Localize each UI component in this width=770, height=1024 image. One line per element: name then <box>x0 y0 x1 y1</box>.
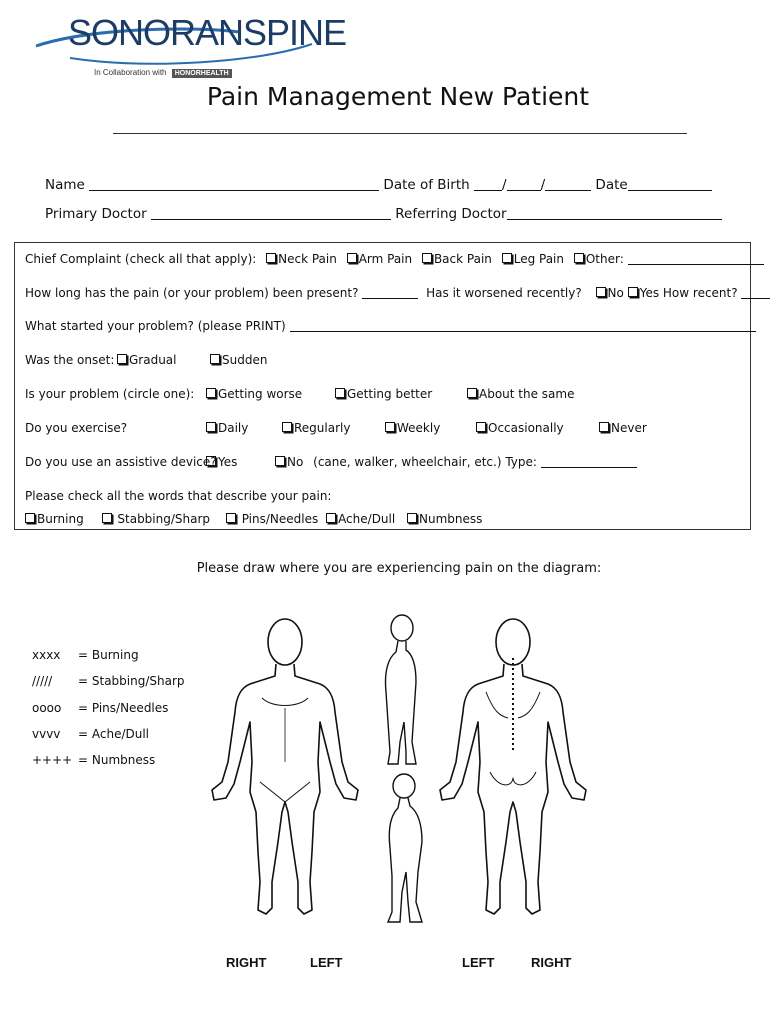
legend-row-numbness <box>32 753 155 767</box>
checkbox-worsened-no[interactable] <box>596 287 606 297</box>
option-sudden: Sudden <box>222 353 268 367</box>
referring-doctor-field[interactable] <box>507 208 722 220</box>
problem-same <box>467 387 574 401</box>
onset-row <box>25 353 114 367</box>
doctor-row <box>45 206 722 222</box>
side-body-diagram-upper[interactable] <box>372 612 432 772</box>
back-right-label: RIGHT <box>531 955 572 970</box>
pain-words-label: Please check all the words that describe your pain: <box>25 489 332 503</box>
start-field[interactable] <box>290 320 756 332</box>
duration-label: How long has the pain (or your problem) been present? <box>25 286 359 300</box>
legend-meaning: = Stabbing/Sharp <box>78 674 185 688</box>
chief-complaint-label: Chief Complaint (check all that apply): <box>25 252 257 266</box>
checkbox-getting-better[interactable] <box>335 388 345 398</box>
problem-label: Is your problem (circle one): <box>25 387 195 401</box>
exercise-never <box>599 421 647 435</box>
checkbox-daily[interactable] <box>206 422 216 432</box>
title-divider <box>113 133 687 134</box>
option-assistive-no: No <box>287 455 304 469</box>
onset-gradual <box>117 353 177 367</box>
onset-label: Was the onset: <box>25 353 115 367</box>
legend-symbol: ++++ <box>32 753 73 767</box>
checkbox-sudden[interactable] <box>210 354 220 364</box>
legend-row-ache <box>32 727 149 741</box>
option-worsened-no: No <box>607 286 624 300</box>
legend-meaning: = Pins/Needles <box>78 701 169 715</box>
date-label: Date <box>595 177 628 193</box>
checkbox-numbness[interactable] <box>407 513 417 523</box>
assistive-yes <box>206 455 237 469</box>
name-dob-date-row: Name Date of Birth / / Date <box>45 177 712 193</box>
checkbox-assistive-no[interactable] <box>275 456 285 466</box>
exercise-label: Do you exercise? <box>25 421 128 435</box>
dob-label: Date of Birth <box>383 177 470 193</box>
option-assistive-yes: Yes <box>218 455 238 469</box>
back-body-diagram[interactable] <box>428 612 598 932</box>
primary-doctor-label: Primary Doctor <box>45 206 147 222</box>
checkbox-getting-worse[interactable] <box>206 388 216 398</box>
checkbox-stabbing[interactable] <box>102 513 112 523</box>
legend-meaning: = Ache/Dull <box>78 727 150 741</box>
worsened-label: Has it worsened recently? <box>426 286 582 300</box>
honorhealth-badge: HONORHEALTH <box>172 69 232 78</box>
logo-text: SONORANSPINE <box>68 12 347 53</box>
option-getting-worse: Getting worse <box>218 387 303 401</box>
option-occasionally: Occasionally <box>488 421 564 435</box>
assistive-note: (cane, walker, wheelchair, etc.) Type: <box>313 455 537 469</box>
legend-row-stabbing <box>32 674 185 688</box>
checkbox-leg-pain[interactable] <box>502 253 512 263</box>
checkbox-gradual[interactable] <box>117 354 127 364</box>
checkbox-ache[interactable] <box>326 513 336 523</box>
name-label: Name <box>45 177 85 193</box>
option-other: Other: <box>585 252 624 266</box>
checkbox-arm-pain[interactable] <box>347 253 357 263</box>
exercise-daily <box>206 421 248 435</box>
legend-symbol: ///// <box>32 674 53 688</box>
option-leg-pain: Leg Pain <box>513 252 564 266</box>
option-pins: Pins/Needles <box>241 512 319 526</box>
other-complaint-field[interactable] <box>628 253 764 265</box>
option-worsened-yes: Yes <box>639 286 660 300</box>
front-right-label: RIGHT <box>226 955 267 970</box>
checkbox-weekly[interactable] <box>385 422 395 432</box>
checkbox-other[interactable] <box>574 253 584 263</box>
legend-meaning: = Numbness <box>78 753 156 767</box>
problem-worse <box>206 387 302 401</box>
option-about-same: About the same <box>479 387 575 401</box>
option-regularly: Regularly <box>294 421 351 435</box>
checkbox-neck-pain[interactable] <box>266 253 276 263</box>
exercise-weekly <box>385 421 440 435</box>
option-neck-pain: Neck Pain <box>278 252 337 266</box>
checkbox-pins[interactable] <box>226 513 236 523</box>
name-field[interactable] <box>89 179 379 191</box>
option-getting-better: Getting better <box>347 387 433 401</box>
exercise-regularly <box>282 421 350 435</box>
referring-doctor-label: Referring Doctor <box>395 206 507 222</box>
option-gradual: Gradual <box>129 353 177 367</box>
legend-symbol: vvvv <box>32 727 61 741</box>
collab-text: In Collaboration with <box>94 68 167 77</box>
dob-year-field[interactable] <box>545 179 591 191</box>
checkbox-assistive-yes[interactable] <box>206 456 216 466</box>
sonoran-spine-logo <box>30 10 347 85</box>
option-never: Never <box>611 421 647 435</box>
date-field[interactable] <box>628 179 712 191</box>
onset-sudden <box>210 353 267 367</box>
option-daily: Daily <box>218 421 249 435</box>
primary-doctor-field[interactable] <box>151 208 391 220</box>
checkbox-regularly[interactable] <box>282 422 292 432</box>
pain-words-options <box>25 512 482 526</box>
dob-month-field[interactable] <box>474 179 502 191</box>
how-recent-field[interactable] <box>741 287 770 299</box>
front-left-label: LEFT <box>310 955 343 970</box>
legend-row-burning <box>32 648 139 662</box>
option-burning: Burning <box>37 512 84 526</box>
option-numbness: Numbness <box>419 512 483 526</box>
option-arm-pain: Arm Pain <box>358 252 413 266</box>
assistive-no <box>275 455 637 469</box>
side-body-diagram-lower[interactable] <box>378 772 434 932</box>
checkbox-about-same[interactable] <box>467 388 477 398</box>
checkbox-never[interactable] <box>599 422 609 432</box>
page-title: Pain Management New Patient <box>206 82 590 111</box>
assistive-type-field[interactable] <box>541 456 637 468</box>
legend-meaning: = Burning <box>78 648 139 662</box>
checkbox-burning[interactable] <box>25 513 35 523</box>
option-ache: Ache/Dull <box>338 512 396 526</box>
option-weekly: Weekly <box>397 421 441 435</box>
diagram-instruction: Please draw where you are experiencing pain on the diagram: <box>196 561 602 576</box>
option-stabbing: Stabbing/Sharp <box>117 512 211 526</box>
duration-field[interactable] <box>362 287 418 299</box>
chief-complaint-row <box>25 252 764 266</box>
checkbox-worsened-yes[interactable] <box>628 287 638 297</box>
checkbox-occasionally[interactable] <box>476 422 486 432</box>
start-label: What started your problem? (please PRINT) <box>25 319 286 333</box>
problem-better <box>335 387 432 401</box>
checkbox-back-pain[interactable] <box>422 253 432 263</box>
assistive-label: Do you use an assistive device? <box>25 455 217 469</box>
option-back-pain: Back Pain <box>433 252 492 266</box>
collaboration-note <box>94 68 232 78</box>
duration-row <box>25 286 770 300</box>
legend-symbol: oooo <box>32 701 62 715</box>
start-row <box>25 319 756 333</box>
exercise-occasionally <box>476 421 564 435</box>
legend-symbol: xxxx <box>32 648 61 662</box>
front-body-diagram[interactable] <box>200 612 370 932</box>
how-recent-label: How recent? <box>662 286 738 300</box>
back-left-label: LEFT <box>462 955 495 970</box>
legend-row-pins <box>32 701 168 715</box>
dob-day-field[interactable] <box>507 179 541 191</box>
